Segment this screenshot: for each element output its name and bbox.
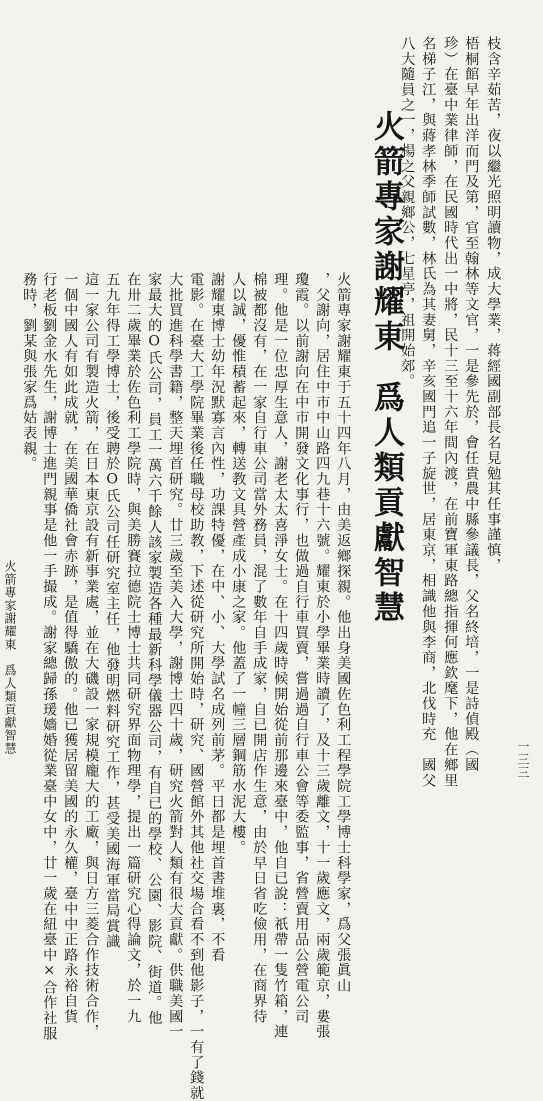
body-column: 這一家公司有製造火箭，在日本東京設有新事業處，並在大磯設一家規模龐大的工廠，與日方三菱合作技術合作， xyxy=(83,272,100,1040)
article-title-main: 火箭專家謝耀東 xyxy=(368,110,404,355)
body-column: 火箭專家謝耀東于五十四年八月，由美返鄉探親。他出身美國佐色利工程學院工學博士科學家，爲父張眞山 xyxy=(335,272,352,994)
body-column: 理。他是一位忠厚生意人，謝老太太喜淨女士。在十四歲時候開始從前那邊來臺中，他自已說：祇帶一隻竹箱，連 xyxy=(272,272,289,1040)
body-column: 謝耀東博士幼年況默寡言內性，功課特優，在中、小、大學試名成列前茅。平日都是埋首書堆裏，不看 xyxy=(209,272,226,963)
body-column: 瓊霞。以前謝向在中市開發文化事行，也做過自行車買賣，嘗過過自行車公會等委監事，省營賣用品公營電公司 xyxy=(293,272,310,1025)
body-column: ，父謝向，居住中市中山路四九巷十六號。耀東於小學畢業時讀了，及十三歲離文，十一歲應文，兩歲範京，婁張 xyxy=(314,272,331,1040)
running-head: 火箭專家謝耀東 爲人類貢獻智慧 xyxy=(3,560,17,755)
body-column: 五九年得工學博士，後受聘於O氏公司任研究室主任，他發明燃料研究工作，甚受美國海軍當局賞識 xyxy=(104,272,121,950)
article-title xyxy=(368,110,404,626)
body-column: 八大隨員之一，楊之父親鄉公，七星亭，祖開始郊。 xyxy=(399,36,416,390)
body-column: 行老板劉金水先生，謝博士進門親事是他一手撮成。謝家總歸孫瑗嬙婚從業臺中女中，廿一歲在紐臺中×合作社服 xyxy=(41,272,58,1042)
body-column: 務時，劉某與張家爲姑表親。 xyxy=(21,272,38,472)
body-column: 枝含辛茹苦，夜以繼光照明讀物，成大學業，蒋經國副部長名見勉其任事謹慎， xyxy=(485,36,502,574)
body-column: 珍）在臺中業律師，在民國時代出一中將，民十三至十六年間內渡，在前寶軍東路總指揮何應欽麾下，他在鄉里 xyxy=(442,36,459,789)
page-number: 一三三 xyxy=(516,740,530,779)
body-column: 大批買進科學書籍，整天埋首研究。廿三歲至美入大學，謝博士四十歲，研究火箭對人類有很大貢獻。供職美國一 xyxy=(167,272,184,1040)
body-column: 在卅二歲畢業於佐色利工學院時，與美勝賽拉德院士博士共同研究界面物理學，提出一篇研究心得論文，於一九 xyxy=(125,272,142,1025)
body-column: 一個中國人有如此成就，在美國華僑社會赤跡，是值得驕傲的。他已獲居留美國的永久權，臺中中正路永裕自貨 xyxy=(62,272,79,1025)
article-title-sub: 爲人類貢獻智慧 xyxy=(368,381,404,626)
body-column: 家最大的O氏公司，員工一萬六千餘人該家製造各種最新科學儀器公司，有自已的學校、公園、影院、街道。他 xyxy=(146,272,163,1026)
body-column: 人以誠，優惟積蓄起來，轉送教文具營產成小康之家。他蓋了一幢三層鋼筋水泥大樓。 xyxy=(230,272,247,856)
body-column: 名梯子江，與蔣孝林季師試數，林氏為其妻舅，辛亥國門追一子旋世，居東京，相識他與李商，北伐時充 國父 xyxy=(420,36,437,789)
body-column: 棉被都沒有，在一家自行車公司當外務員，混了數年自手成家，自已開店作生意，由於早日省吃儉用，在商界待 xyxy=(251,272,268,1025)
body-column: 電影。在臺大工學院畢業後任職母校助教，下述從研究所開始時，研究、國營館外其他社交場合看不到他影子，一有了錢就 xyxy=(188,272,205,1101)
body-column: 梧桐館早年出洋而門及第，官至翰林等文官，一是參先於，會任貴農中縣參議長，父名終培，一是詩偵殿（國 xyxy=(463,36,480,773)
